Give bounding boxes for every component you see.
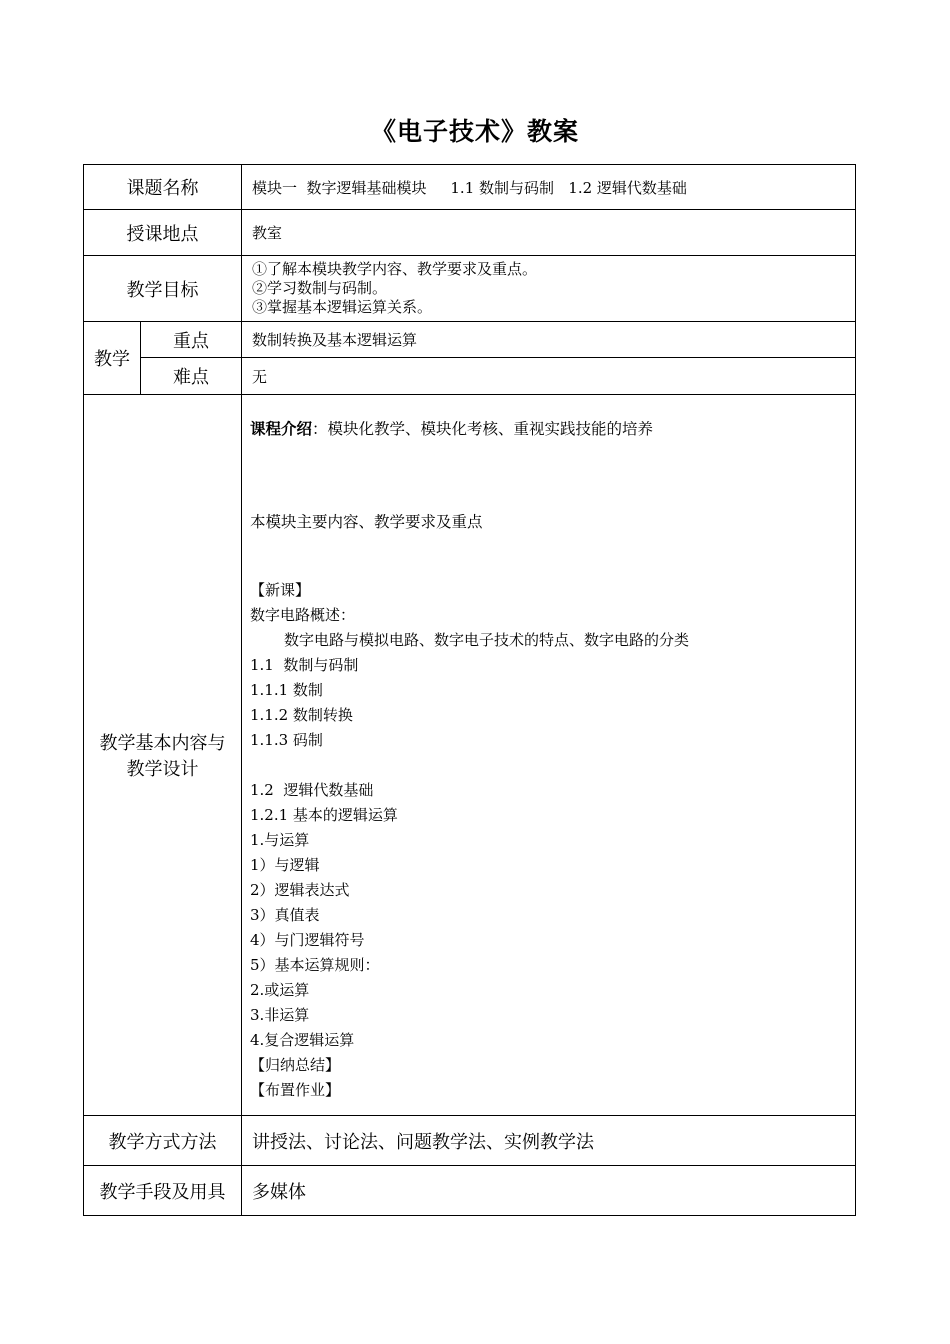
content-label	[84, 395, 242, 1116]
course-intro-text: ：模块化教学、模块化考核、重视实践技能的培养	[312, 420, 654, 438]
method-value: 讲授法、讨论法、问题教学法、实例教学法	[242, 1116, 856, 1166]
document-title: 《电子技术》教案	[370, 117, 579, 146]
content-line: 数字电路与模拟电路、数字电子技术的特点、数字电路的分类	[284, 631, 690, 649]
content-line: 【归纳总结】	[250, 1056, 341, 1074]
course-intro-heading: 课程介绍	[250, 420, 313, 438]
content-line: 1.1.2 数制转换	[250, 706, 353, 724]
topic-label: 课题名称	[84, 165, 242, 210]
content-line: 1.与运算	[250, 831, 310, 849]
content-line: 1.1.3 码制	[250, 731, 323, 749]
content-line: 4）与门逻辑符号	[250, 931, 365, 949]
objective-item: ②学习数制与码制。	[252, 279, 388, 297]
content-line: 4.复合逻辑运算	[250, 1031, 355, 1049]
objective-item: ①了解本模块教学内容、教学要求及重点。	[252, 260, 538, 278]
content-line: 3）真值表	[250, 906, 320, 924]
content-line: 【新课】	[250, 581, 311, 599]
location-label: 授课地点	[84, 210, 242, 256]
content-body	[242, 395, 856, 1116]
course-intro	[250, 417, 847, 439]
difficulty-value: 无	[242, 358, 856, 395]
key-point-value: 数制转换及基本逻辑运算	[242, 322, 856, 358]
content-line: 1.1 数制与码制	[250, 656, 359, 674]
location-value: 教室	[242, 210, 856, 256]
row-tools	[84, 1166, 856, 1216]
topic-value: 模块一 数字逻辑基础模块 1.1 数制与码制 1.2 逻辑代数基础	[242, 165, 856, 210]
teaching-label: 教学	[84, 322, 141, 395]
content-line: 5）基本运算规则：	[250, 956, 380, 974]
content-line: 1.2 逻辑代数基础	[250, 781, 374, 799]
module-summary: 本模块主要内容、教学要求及重点	[250, 513, 483, 531]
row-location	[84, 210, 856, 256]
tools-value: 多媒体	[242, 1166, 856, 1216]
content-line: 2）逻辑表达式	[250, 881, 350, 899]
content-blank-line	[250, 753, 847, 778]
objectives-label: 教学目标	[84, 256, 242, 322]
content-line: 1）与逻辑	[250, 856, 320, 874]
difficulty-label: 难点	[141, 358, 242, 395]
row-difficulty	[84, 358, 856, 395]
lesson-plan-table	[83, 164, 856, 1216]
content-line: 2.或运算	[250, 981, 310, 999]
row-method	[84, 1116, 856, 1166]
row-key-point	[84, 322, 856, 358]
content-line: 1.1.1 数制	[250, 681, 323, 699]
content-line: 数字电路概述：	[250, 606, 356, 624]
tools-label: 教学手段及用具	[84, 1166, 242, 1216]
content-line: 3.非运算	[250, 1006, 310, 1024]
objectives-list	[242, 256, 856, 322]
objective-item: ③掌握基本逻辑运算关系。	[252, 298, 433, 316]
content-line: 1.2.1 基本的逻辑运算	[250, 806, 398, 824]
method-label: 教学方式方法	[84, 1116, 242, 1166]
content-label-line: 教学设计	[126, 759, 199, 780]
key-point-label: 重点	[141, 322, 242, 358]
row-topic	[84, 165, 856, 210]
row-content	[84, 395, 856, 1116]
content-line: 【布置作业】	[250, 1081, 341, 1099]
content-label-line: 教学基本内容与	[99, 733, 226, 754]
row-objectives	[84, 256, 856, 322]
